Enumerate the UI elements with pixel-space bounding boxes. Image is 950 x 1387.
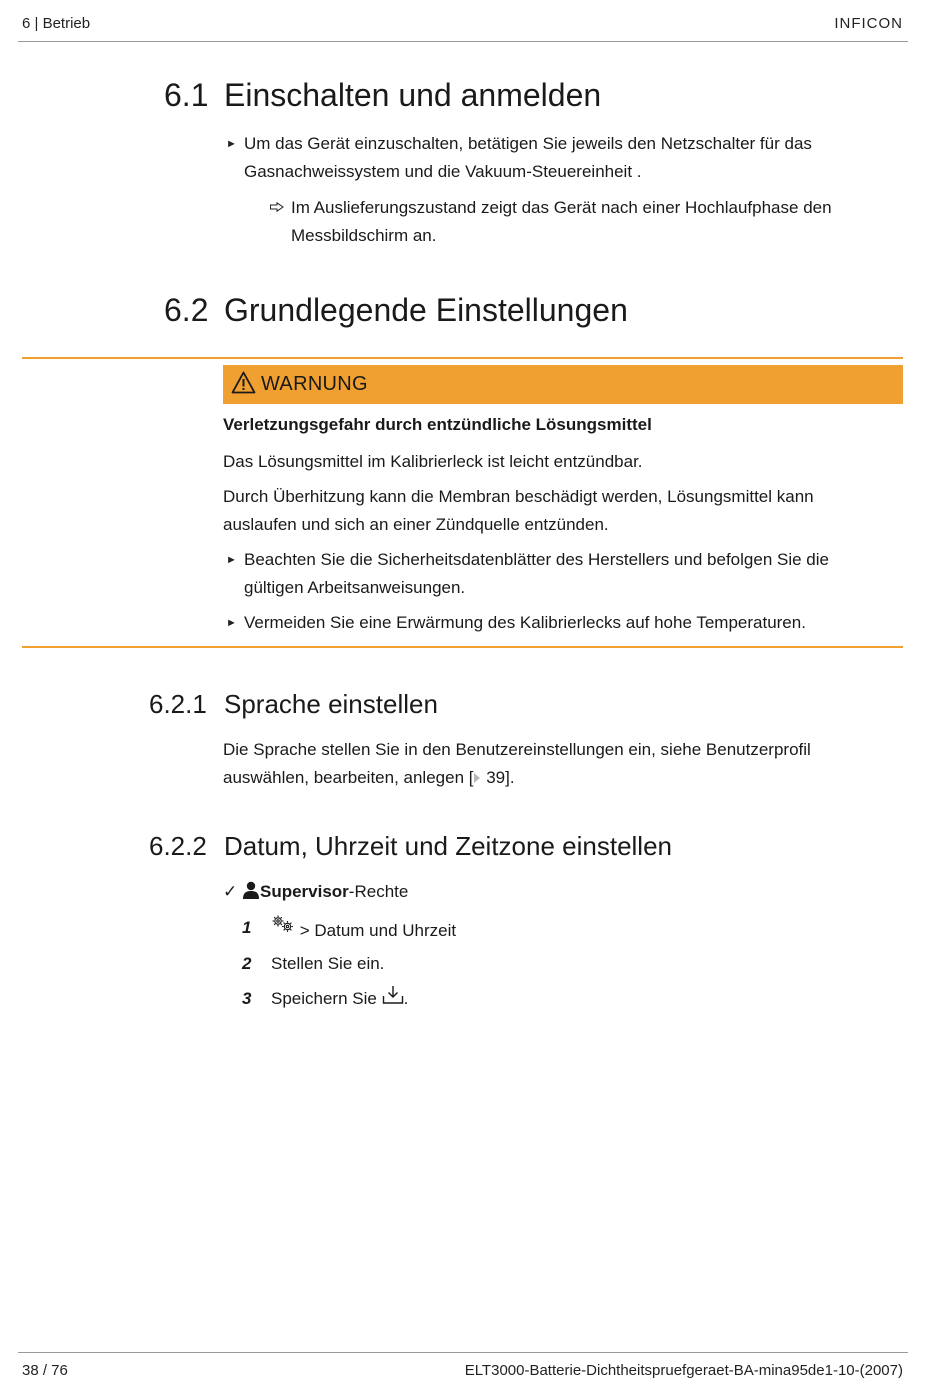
text-line [223,764,883,792]
footer-divider [18,1352,908,1353]
section-number: 6.1 [164,77,209,113]
bullet-triangle-icon: ► [226,138,237,150]
section-title: Einschalten und anmelden [224,77,602,113]
section-6-2-2-heading [149,831,672,862]
precondition [223,878,408,906]
text-line: Durch Überhitzung kann die Membran beschädigt werden, Lösungsmittel kann [223,487,814,506]
warning-triangle-icon [231,371,256,394]
header-divider [18,41,908,42]
text-line: Im Auslieferungszustand zeigt das Gerät nach einer Hochlaufphase den [291,198,832,217]
step-number: 3 [242,989,252,1008]
step-text: Stellen Sie ein. [271,954,385,973]
role-suffix: -Rechte [348,882,409,901]
step-suffix: . [403,989,409,1008]
section-title: Datum, Uhrzeit und Zeitzone einstellen [224,831,673,861]
bullet-triangle-icon: ► [226,617,237,629]
role-name: Supervisor [259,882,349,901]
section-number: 6.2.2 [149,831,207,861]
warning-paragraph [223,483,883,539]
text-line: Messbildschirm an. [291,226,437,245]
page-number: 38 / 76 [22,1362,68,1379]
language-paragraph [223,736,883,792]
step-label: Speichern Sie [271,989,382,1008]
section-number: 6.2 [164,292,209,328]
warning-banner [223,365,903,404]
text-line: Um das Gerät einzuschalten, betätigen Sie jeweils den Netzschalter für das [244,134,812,153]
section-6-2-1-heading [149,689,438,720]
warning-paragraph: Das Lösungsmittel im Kalibrierleck ist leicht entzündbar. [223,452,643,471]
section-6-1-heading [164,77,601,114]
warning-label: WARNUNG [261,373,368,395]
warning-bottom-rule [22,646,903,648]
section-number: 6.2.1 [149,689,207,719]
link-text[interactable]: auswählen, bearbeiten, anlegen [ [223,768,474,787]
bullet-triangle-icon: ► [226,554,237,566]
text-line: Die Sprache stellen Sie in den Benutzereinstellungen ein, siehe Benutzerprofil [223,740,811,759]
document-id: ELT3000-Batterie-Dichtheitspruefgeraet-BA-mina95de1-10-(2007) [464,1362,903,1379]
gear-icon [271,914,295,934]
save-download-icon [382,985,404,1005]
instruction-bullet [244,130,884,186]
result-arrow-icon [270,202,284,212]
warning-bullet: Vermeiden Sie eine Erwärmung des Kalibrierlecks auf hohe Temperaturen. [244,613,806,632]
warning-title: Verletzungsgefahr durch entzündliche Lösungsmittel [223,415,652,434]
header-chapter: 6 | Betrieb [22,15,91,32]
text-line: Beachten Sie die Sicherheitsdatenblätter des Herstellers und befolgen Sie die [244,550,829,569]
section-title: Grundlegende Einstellungen [224,292,628,328]
step-label: > Datum und Uhrzeit [295,921,457,940]
text-line: gültigen Arbeitsanweisungen. [244,578,466,597]
step-number: 1 [242,918,252,937]
step-text [271,914,456,945]
user-icon [242,881,260,899]
header-brand: INFICON [834,15,903,32]
section-title: Sprache einstellen [224,689,438,719]
step-text [271,985,408,1013]
page-reference[interactable]: 39]. [481,768,515,787]
text-line: Gasnachweissystem und die Vakuum-Steuereinheit . [244,162,642,181]
warning-top-rule [22,357,903,359]
section-6-2-heading [164,292,628,329]
text-line: auslaufen und sich an einer Zündquelle entzünden. [223,515,609,534]
checkmark-icon: ✓ [223,882,238,901]
result-text [291,194,891,250]
step-number: 2 [242,954,252,973]
warning-bullet [244,546,894,602]
